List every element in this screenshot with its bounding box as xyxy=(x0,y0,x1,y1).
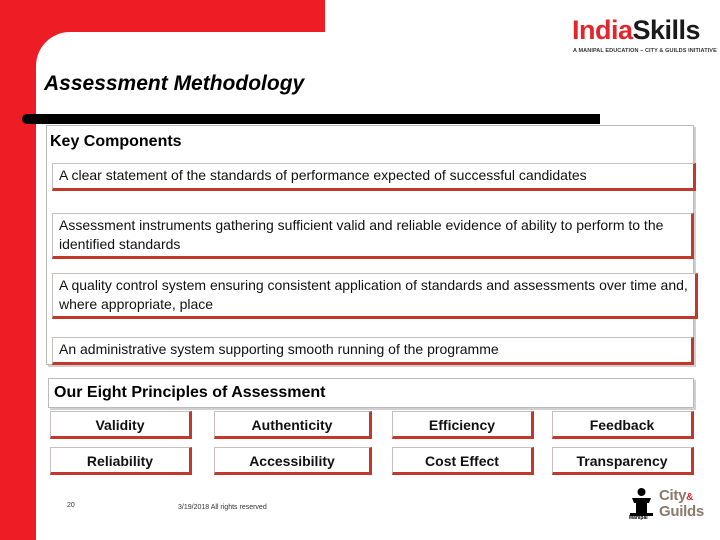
footer-date: 3/19/2018 All rights reserved xyxy=(178,504,267,511)
cg-guilds: Guilds xyxy=(659,503,704,520)
city-guilds-logo xyxy=(628,486,708,524)
city-guilds-wordmark xyxy=(659,489,704,519)
principle-feedback: Feedback xyxy=(552,411,694,439)
cg-amp: & xyxy=(686,492,694,503)
principle-transparency: Transparency xyxy=(552,447,694,475)
logo-india: India xyxy=(572,15,633,45)
key-component-item: An administrative system supporting smooth running of the programme xyxy=(52,337,694,365)
principle-efficiency: Efficiency xyxy=(392,411,534,439)
principle-accessibility: Accessibility xyxy=(214,447,372,475)
principle-reliability: Reliability xyxy=(50,447,192,475)
principle-validity: Validity xyxy=(50,411,192,439)
principle-cost-effect: Cost Effect xyxy=(392,447,534,475)
slide-title: Assessment Methodology xyxy=(44,72,305,95)
cg-city: City xyxy=(659,487,687,504)
principle-authenticity: Authenticity xyxy=(214,411,372,439)
logo-skills: Skills xyxy=(632,15,701,45)
logo-tagline: A MANIPAL EDUCATION – CITY & GUILDS INITIATIVE xyxy=(573,48,717,54)
principles-heading: Our Eight Principles of Assessment xyxy=(54,384,326,401)
page-number: 20 xyxy=(67,502,75,509)
indiaskills-logo xyxy=(572,14,717,60)
manipal-label: Manipal xyxy=(629,515,648,521)
key-component-item: A quality control system ensuring consistent application of standards and assessments over time and, where appropriate, place xyxy=(52,273,698,319)
red-frame-left xyxy=(0,0,36,540)
title-underline-bar xyxy=(22,114,600,124)
key-component-item: A clear statement of the standards of performance expected of successful candidates xyxy=(52,163,696,191)
key-component-item: Assessment instruments gathering sufficient valid and reliable evidence of ability to perform to the identified standards xyxy=(52,213,694,259)
logo-wordmark xyxy=(572,14,700,46)
key-components-heading: Key Components xyxy=(50,133,182,150)
